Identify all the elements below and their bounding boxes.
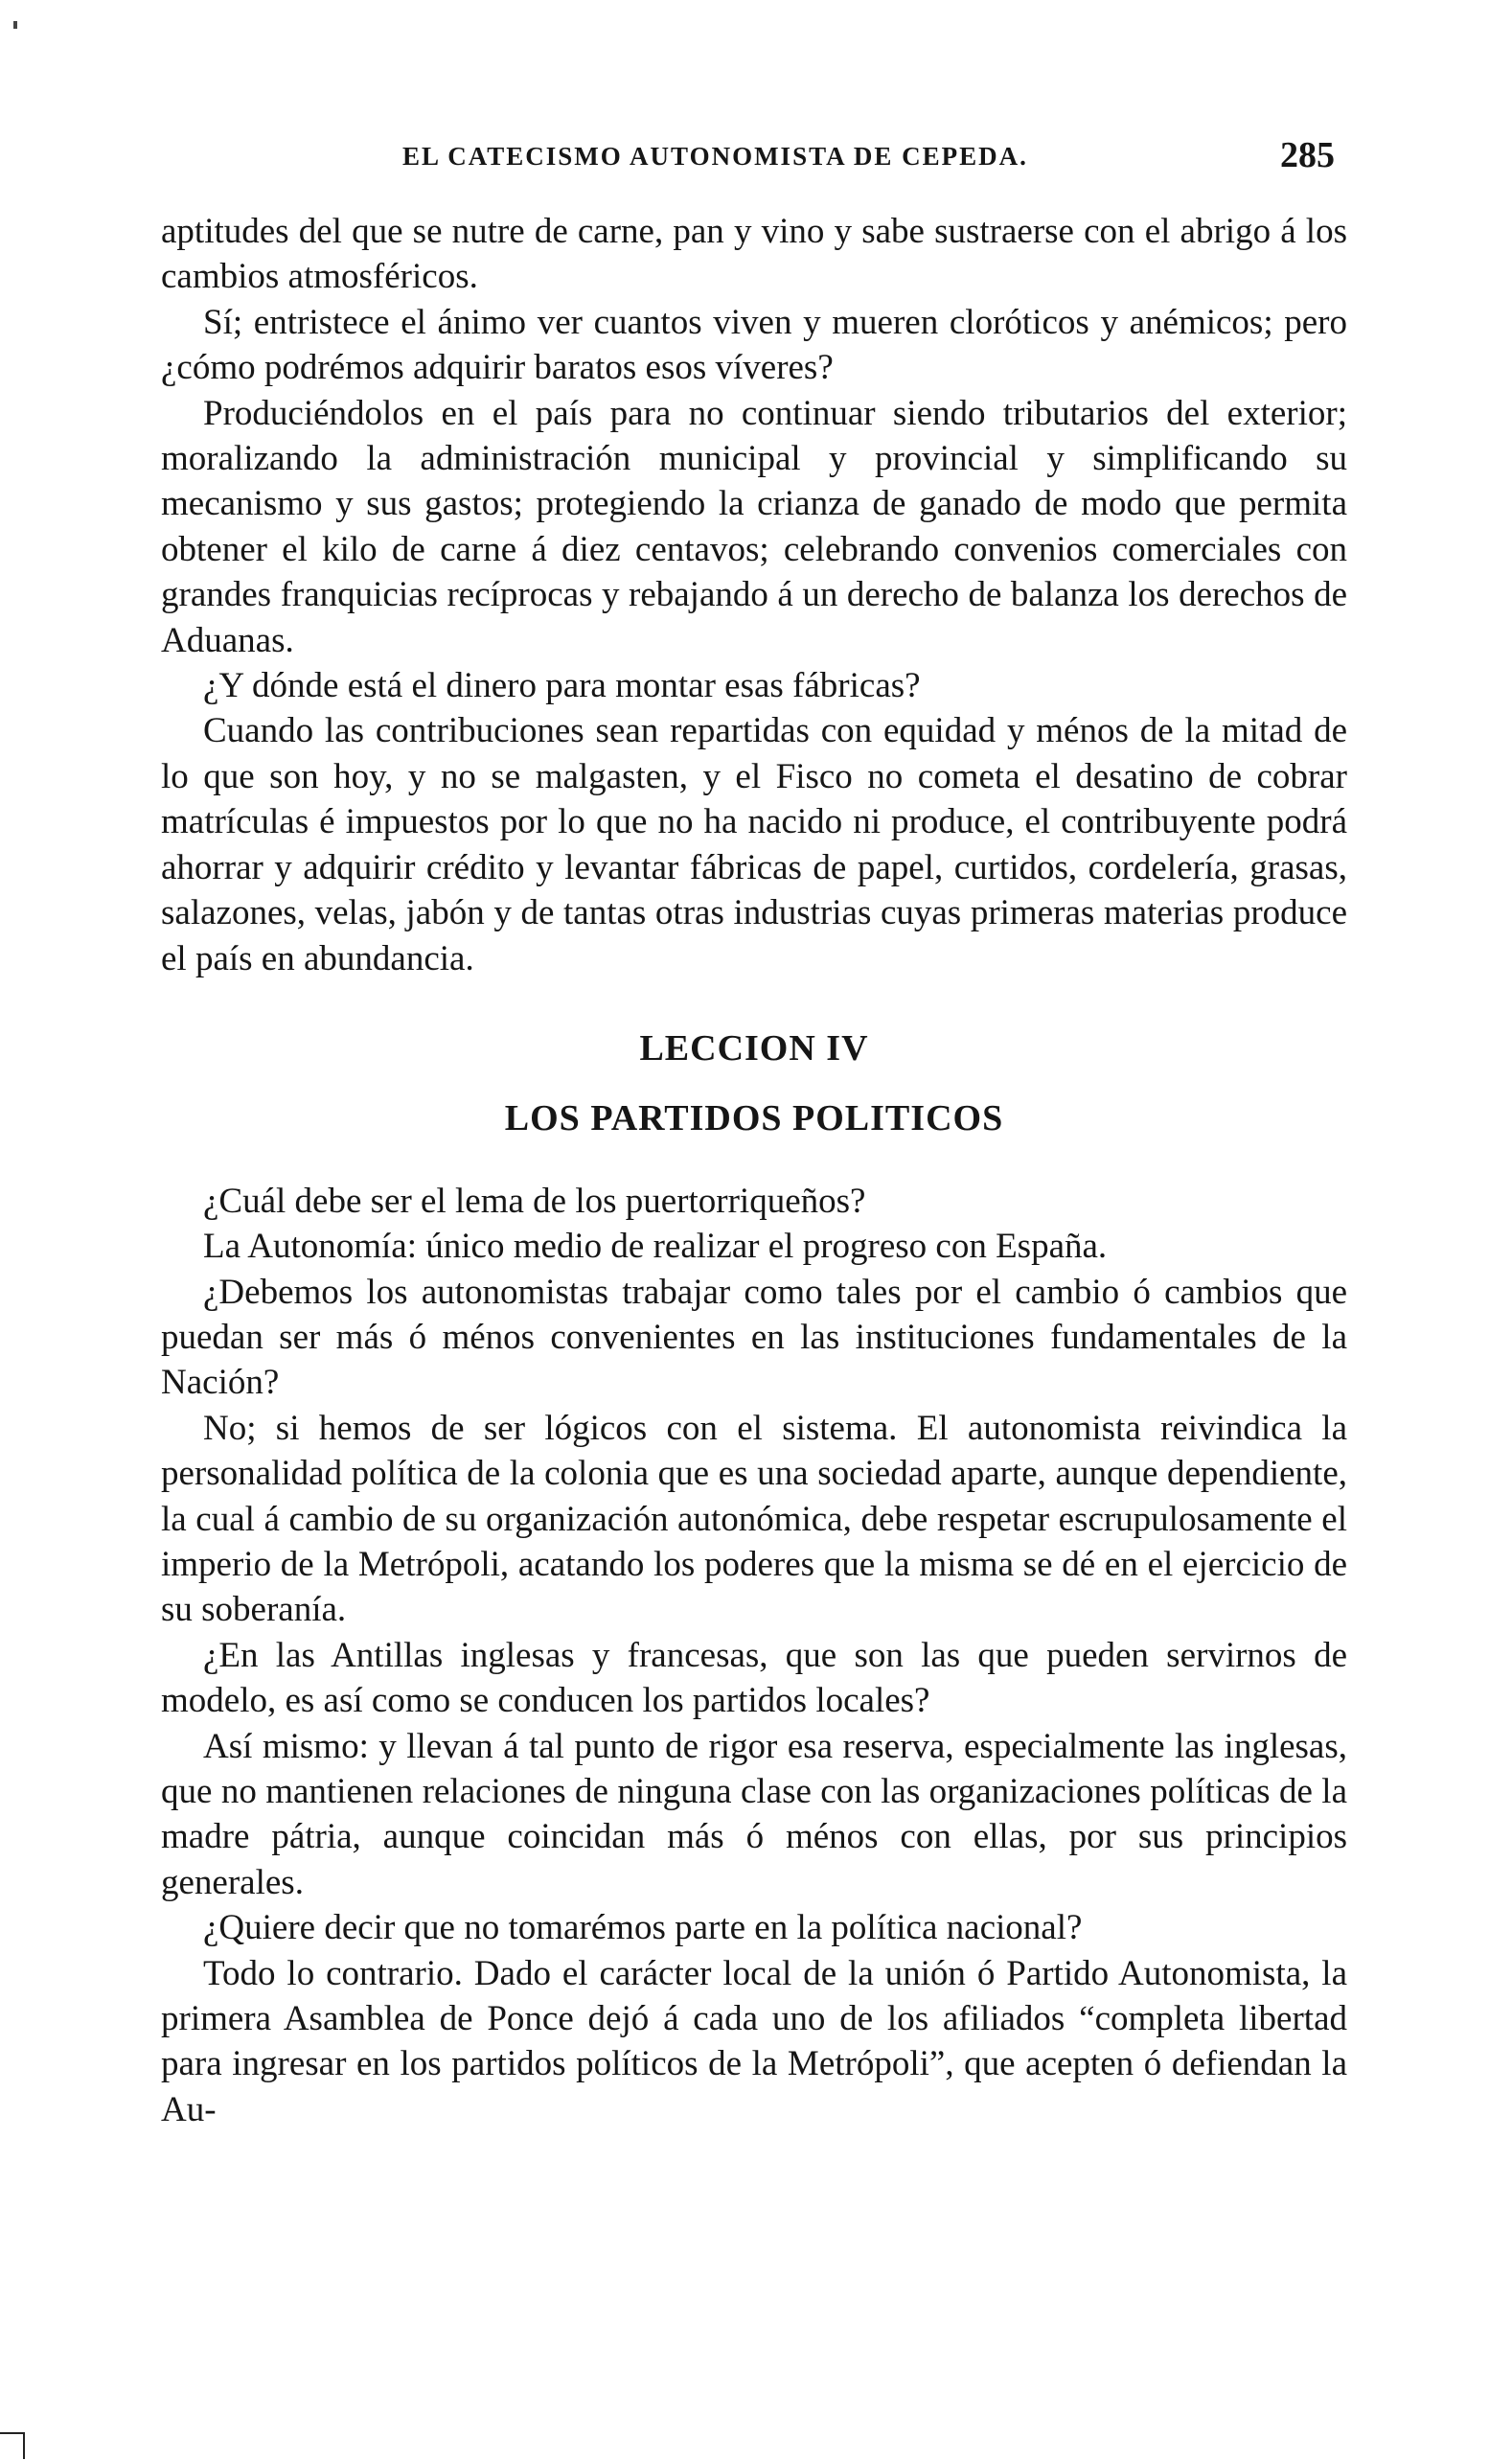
lesson-heading: LECCION IV — [639, 1027, 869, 1069]
scan-edge-mark — [13, 21, 17, 29]
paragraph: Así mismo: y llevan á tal punto de rigor esa reserva, especialmente las inglesas, que no mantienen relaciones de ninguna clase con las organizaciones políticas de la madre pátria, aunque coincidan más ó ménos con ellas, por sus principios generales. — [161, 1726, 1347, 1902]
paragraph: ¿Debemos los autonomistas trabajar como tales por el cambio ó cambios que puedan ser más ó ménos convenientes en las instituciones fundamentales de la Nación? — [161, 1272, 1347, 1403]
paragraph: ¿Y dónde está el dinero para montar esas fábricas? — [203, 666, 921, 706]
lesson-title: LOS PARTIDOS POLITICOS — [504, 1098, 1004, 1139]
paragraph: ¿Cuál debe ser el lema de los puertorriqueños? — [203, 1181, 866, 1221]
paragraph: Sí; entristece el ánimo ver cuantos viven y mueren cloróticos y anémicos; pero ¿cómo podrémos adquirir baratos esos víveres? — [161, 302, 1347, 388]
paragraph: Produciéndolos en el país para no continuar siendo tributarios del exterior; moralizando la administración municipal y provincial y simplificando su mecanismo y sus gastos; protegiendo la crianza de ganado de modo que permita obtener el kilo de carne á diez centavos; celebrando convenios comerciales con grandes franquicias recíprocas y rebajando á un derecho de balanza los derechos de Aduanas. — [161, 393, 1347, 660]
paragraph: No; si hemos de ser lógicos con el sistema. El autonomista reivindica la personalidad política de la colonia que es una sociedad aparte, aunque dependiente, la cual á cambio de su organización autonómica, debe respetar escrupulosamente el imperio de la Metrópoli, acatando los poderes que la misma se dé en el ejercicio de su soberanía. — [161, 1408, 1347, 1630]
paragraph: Cuando las contribuciones sean repartidas con equidad y ménos de la mitad de lo que son hoy, y no se malgasten, y el Fisco no cometa el desatino de cobrar matrículas é impuestos por lo que no ha nacido ni produce, el contribuyente podrá ahorrar y adquirir crédito y levantar fábricas de papel, curtidos, cordelería, grasas, salazones, velas, jabón y de tantas otras industrias cuyas primeras materias produce el país en abundancia. — [161, 711, 1347, 978]
paragraph: Todo lo contrario. Dado el carácter local de la unión ó Partido Autonomista, la primera Asamblea de Ponce dejó á cada uno de los afiliados “completa libertad para ingresar en los partidos políticos de la Metrópoli”, que acepten ó defiendan la Au- — [161, 1953, 1347, 2129]
scan-corner-mark — [0, 2432, 25, 2459]
body-text — [161, 209, 1347, 2132]
paragraph: ¿Quiere decir que no tomarémos parte en la política nacional? — [203, 1908, 1083, 1948]
paragraph: aptitudes del que se nutre de carne, pan y vino y sabe sustraerse con el abrigo á los cambios atmosféricos. — [161, 212, 1347, 297]
running-title: EL CATECISMO AUTONOMISTA DE CEPEDA. — [402, 142, 1028, 171]
paragraph: La Autonomía: único medio de realizar el progreso con España. — [203, 1227, 1108, 1267]
page-number: 285 — [1280, 135, 1335, 175]
paragraph: ¿En las Antillas inglesas y francesas, que son las que pueden servirnos de modelo, es así como se conducen los partidos locales? — [161, 1635, 1347, 1721]
running-header — [0, 134, 1512, 192]
